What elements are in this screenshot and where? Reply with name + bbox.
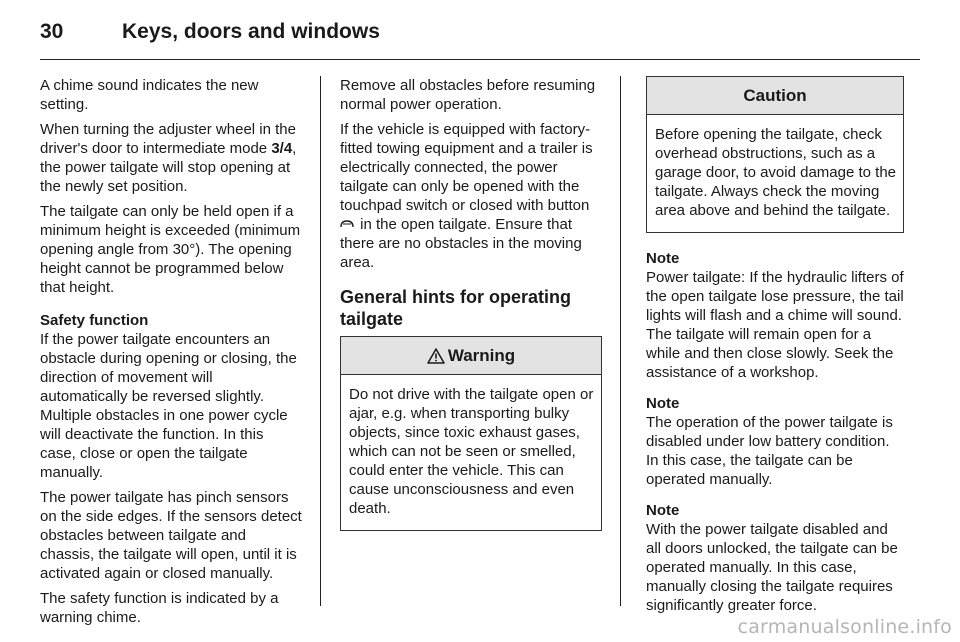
general-hints-heading: General hints for operating tailgate	[340, 287, 572, 329]
mode-label: 3/4	[271, 140, 293, 157]
paragraph-pinch-sensors: The power tailgate has pinch sensors on the side edges. If the sensors detect obstacles between tailgate and chassis, the tailgate will open, until it is activated again or closed manually.	[40, 489, 302, 582]
column-1	[40, 76, 303, 633]
touchpad-tailgate-icon	[340, 216, 354, 228]
note-text: Power tailgate: If the hydraulic lifters of the open tailgate lose pressure, the tail lights will flash and a chime will sound. The tailgate will remain open for a while and then close slowly. Seek the assistance of a workshop.	[646, 269, 904, 381]
paragraph-adjuster: When turning the adjuster wheel in the driver's door to intermediate mode 3/4, the power tailgate will stop opening at the newly set position.	[40, 121, 297, 195]
note-label: Note	[646, 250, 680, 267]
note-battery	[646, 394, 904, 489]
note-text: With the power tailgate disabled and all doors unlocked, the tailgate can be operated manually. In this case, manually closing the tailgate requires significantly greater force.	[646, 521, 898, 614]
warning-title: Warning	[447, 346, 516, 365]
note-text: The operation of the power tailgate is disabled under low battery condition. In this case, the tailgate can be operated manually.	[646, 414, 893, 488]
caution-header	[647, 77, 903, 115]
note-hydraulic	[646, 249, 904, 382]
safety-function-heading: Safety function	[40, 312, 149, 329]
caution-title: Caution	[743, 86, 807, 105]
note-label: Note	[646, 502, 680, 519]
column-divider-1	[320, 76, 321, 606]
page-number: 30	[40, 20, 64, 43]
caution-box	[646, 76, 904, 233]
column-2	[340, 76, 602, 531]
paragraph-towing: If the vehicle is equipped with factory-fitted towing equipment and a trailer is electrically connected, the power tailgate can only be opened with the touchpad switch or closed with button in the open tailgate. Ensure that there are no obstacles in the moving area.	[340, 121, 593, 271]
page-header	[40, 18, 920, 60]
column-divider-2	[620, 76, 621, 606]
paragraph-min-height: The tailgate can only be held open if a minimum height is exceeded (minimum opening angle from 30°). The opening height cannot be programmed below that height.	[40, 203, 301, 296]
warning-text: Do not drive with the tailgate open or ajar, e.g. when transporting bulky objects, since toxic exhaust gases, which can not be seen or smelled, could enter the vehicle. This can cause unconsciousness and even death.	[349, 386, 594, 517]
paragraph-obstacle: If the power tailgate encounters an obstacle during opening or closing, the direction of movement will automatically be reversed slightly. Multiple obstacles in one power cycle will deactivate the function. In this case, close or open the tailgate manually.	[40, 331, 297, 481]
paragraph-remove-obstacles: Remove all obstacles before resuming normal power operation.	[340, 77, 596, 113]
watermark: carmanualsonline.info	[737, 616, 952, 638]
notes-list	[646, 249, 904, 615]
note-label: Note	[646, 395, 680, 412]
warning-header	[341, 337, 601, 375]
column-3	[646, 76, 904, 615]
section-title: Keys, doors and windows	[122, 20, 380, 43]
caution-text: Before opening the tailgate, check overhead obstructions, such as a garage door, to avoid damage to the tailgate. Always check the moving area above and behind the tailgate.	[655, 126, 897, 219]
warning-box	[340, 336, 602, 531]
note-manual	[646, 501, 904, 615]
paragraph-chime: A chime sound indicates the new setting.	[40, 77, 259, 113]
warning-triangle-icon	[427, 348, 445, 364]
paragraph-chime-warning: The safety function is indicated by a warning chime.	[40, 590, 279, 626]
